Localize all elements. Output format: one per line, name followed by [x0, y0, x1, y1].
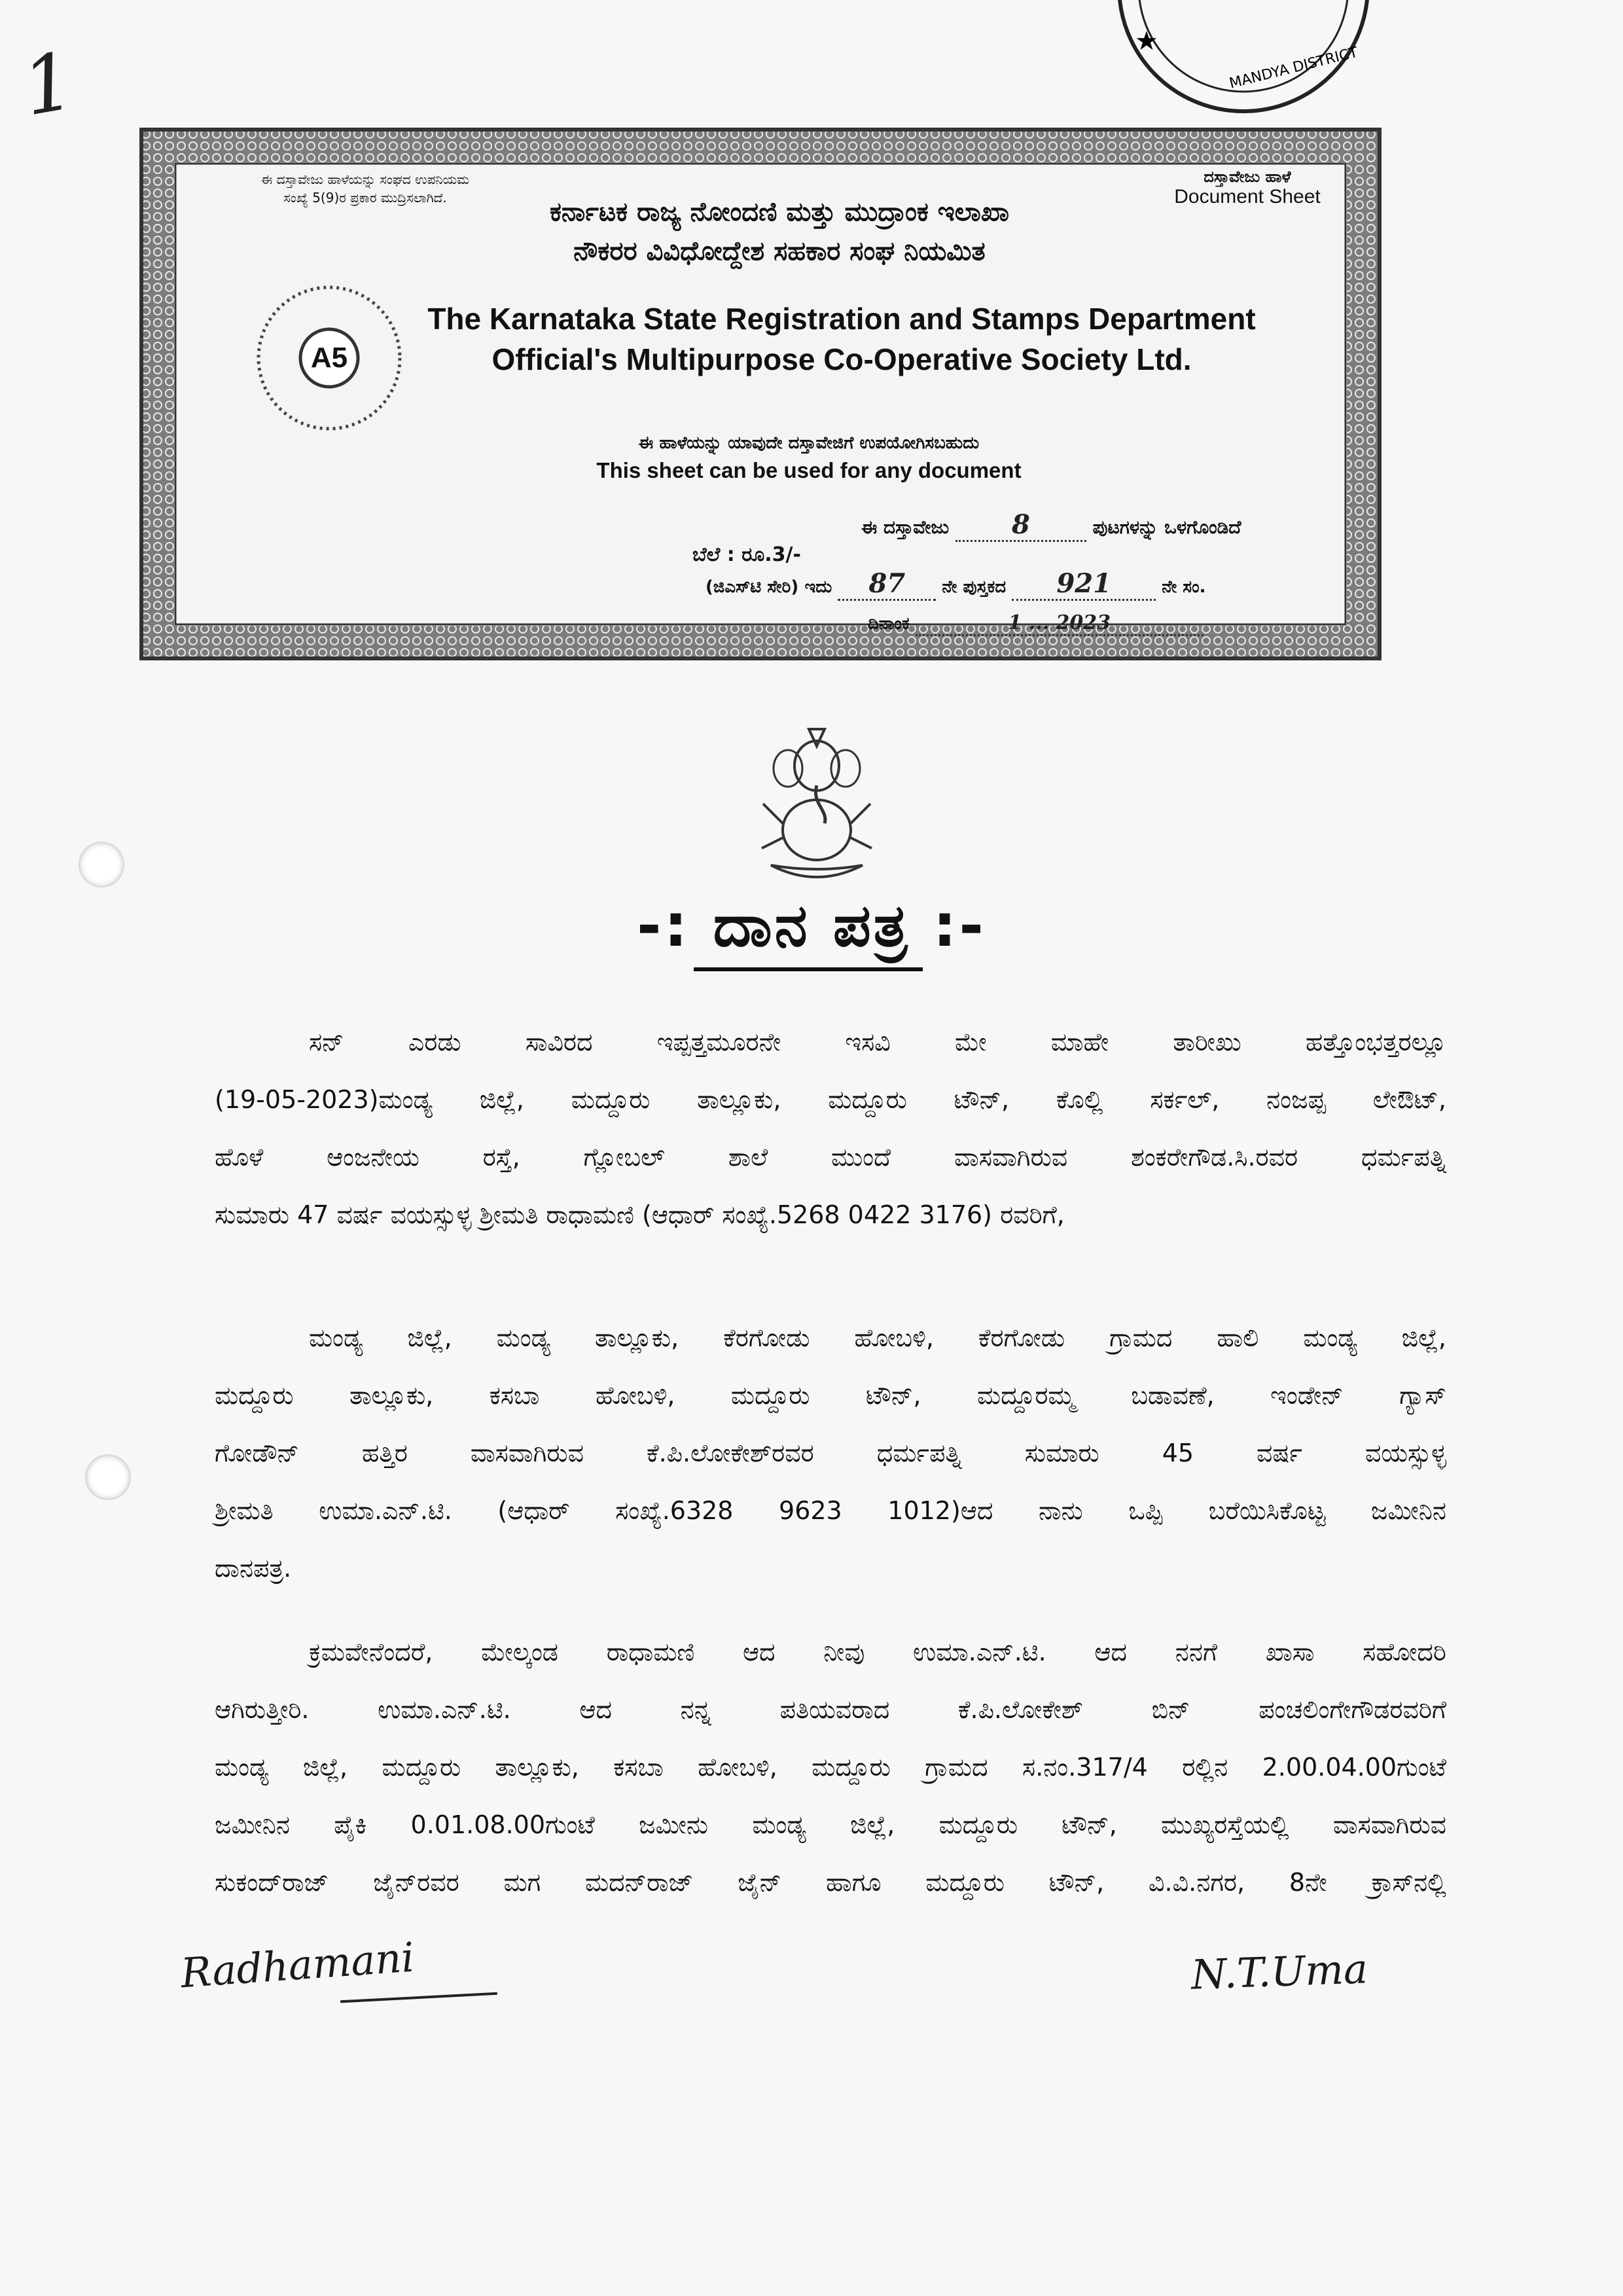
document-title: -: ದಾನ ಪತ್ರ :-: [637, 891, 986, 960]
seal-code: A5: [310, 342, 348, 374]
body-line: ಸುಮಾರು 47 ವರ್ಷ ವಯಸ್ಸುಳ್ಳ ಶ್ರೀಮತಿ ರಾಧಾಮಣಿ (ಆಧಾರ್ ಸಂಖ್ಯೆ.5268 0422 3176) ರವರಿಗೆ,: [215, 1200, 1065, 1229]
body-line: ಸುಕಂದ್‌ರಾಜ್ ಜೈನ್‌ರವರ ಮಗ ಮದನ್‌ರಾಜ್ ಜೈನ್ ಹಾಗೂ ಮದ್ದೂರು ಟೌನ್, ವಿ.ವಿ.ನಗರ, 8ನೇ ಕ್ರಾಸ್‌ನಲ್ಲಿ: [215, 1868, 1446, 1897]
pages-line: [861, 509, 1359, 542]
idu-label: ಇದು: [804, 577, 832, 597]
society-title-en: Official's Multipurpose Co-Operative Society Ltd.: [491, 342, 1192, 376]
body-line: (19-05-2023)ಮಂಡ್ಯ ಜಿಲ್ಲೆ, ಮದ್ದೂರು ತಾಲ್ಲೂಕು, ಮದ್ದೂರು ಟೌನ್, ಕೊಲ್ಲಿ ಸರ್ಕಲ್, ನಂಜಪ್ಪ ಲೇಔಟ್,: [215, 1085, 1446, 1114]
byelaw-note-line1: ಈ ದಸ್ತಾವೇಜು ಹಾಳೆಯನ್ನು ಸಂಘದ ಉಪನಿಯಮ: [260, 171, 470, 187]
signature-left-underline: [340, 1992, 497, 2003]
book-value: 921: [1012, 568, 1156, 601]
svg-text:★: ★: [1135, 26, 1158, 56]
body-line: ಹೊಳೆ ಆಂಜನೇಯ ರಸ್ತೆ, ಗ್ಲೋಬಲ್ ಶಾಲೆ ಮುಂದೆ ವಾಸವಾಗಿರುವ ಶಂಕರೇಗೌಡ.ಸಿ.ರವರ ಧರ್ಮಪತ್ನಿ: [215, 1143, 1446, 1172]
serial-line: [705, 568, 1360, 601]
pages-suffix: ಪುಟಗಳನ್ನು ಒಳಗೊಂಡಿದೆ: [1092, 516, 1241, 538]
document-sheet-label: [1149, 168, 1346, 208]
price: ಬೆಲೆ : ರೂ.3/-: [692, 543, 801, 566]
body-line: ಮಂಡ್ಯ ಜಿಲ್ಲೆ, ಮಂಡ್ಯ ತಾಲ್ಲೂಕು, ಕೆರಗೋಡು ಹೋಬಳಿ, ಕೆರಗೋಡು ಗ್ರಾಮದ ಹಾಲಿ ಮಂಡ್ಯ ಜಿಲ್ಲೆ,: [309, 1323, 1446, 1352]
idu-value: 87: [838, 568, 936, 601]
title-underline: [694, 967, 923, 971]
usage-note-kn: ಈ ಹಾಳೆಯನ್ನು ಯಾವುದೇ ದಸ್ತಾವೇಜಿಗೆ ಉಪಯೋಗಿಸಬಹುದು: [638, 433, 980, 453]
body-line: ಗೋಡೌನ್ ಹತ್ತಿರ ವಾಸವಾಗಿರುವ ಕೆ.ಪಿ.ಲೋಕೇಶ್‌ರವರ ಧರ್ಮಪತ್ನಿ ಸುಮಾರು 45 ವರ್ಷ ವಯಸ್ಸುಳ್ಳ: [215, 1439, 1446, 1467]
paragraph-recipient: [215, 1013, 1446, 1244]
paragraph-donor: [215, 1309, 1446, 1597]
body-line: ಜಮೀನಿನ ಪೈಕಿ 0.01.08.00ಗುಂಟೆ ಜಮೀನು ಮಂಡ್ಯ ಜಿಲ್ಲೆ, ಮದ್ದೂರು ಟೌನ್, ಮುಖ್ಯರಸ್ತೆಯಲ್ಲಿ ವಾಸವಾಗಿರುವ: [215, 1810, 1446, 1839]
document-sheet-label-en: Document Sheet: [1174, 186, 1321, 207]
body-line: ಮಂಡ್ಯ ಜಿಲ್ಲೆ, ಮದ್ದೂರು ತಾಲ್ಲೂಕು, ಕಸಬಾ ಹೋಬಳಿ, ಮದ್ದೂರು ಗ್ರಾಮದ ಸ.ನಂ.317/4 ರಲ್ಲಿನ 2.00.04.00ಗುಂಟೆ: [215, 1753, 1446, 1782]
body-line: ಸನ್ ಎರಡು ಸಾವಿರದ ಇಪ್ಪತ್ತಮೂರನೇ ಇಸವಿ ಮೇ ಮಾಹೇ ತಾರೀಖು ಹತ್ತೊಂಭತ್ತರಲ್ಲೂ: [309, 1028, 1446, 1056]
signature-left: Radhamani: [179, 1933, 416, 1998]
date-label: ದಿನಾಂಕ: [868, 614, 910, 634]
paragraph-details: [215, 1623, 1446, 1911]
pages-value: 8: [955, 509, 1086, 542]
body-line: ಕ್ರಮವೇನೆಂದರೆ, ಮೇಲ್ಕಂಡ ರಾಧಾಮಣಿ ಆದ ನೀವು ಉಮಾ.ಎನ್.ಟಿ. ಆದ ನನಗೆ ಖಾಸಾ ಸಹೋದರಿ: [309, 1638, 1446, 1666]
registration-seal-icon: [1106, 0, 1381, 131]
body-line: ಶ್ರೀಮತಿ ಉಮಾ.ಎನ್.ಟಿ. (ಆಧಾರ್ ಸಂಖ್ಯೆ.6328 9623 1012)ಆದ ನಾನು ಒಪ್ಪಿ ಬರೆಯಿಸಿಕೊಟ್ಟ ಜಮೀನಿನ: [215, 1496, 1446, 1525]
punch-hole: [85, 1454, 131, 1500]
book-label: ನೇ ಪುಸ್ತಕದ: [942, 577, 1007, 597]
punch-hole: [79, 842, 124, 888]
date-line: [868, 611, 1339, 636]
document-sheet-label-kn: ದಸ್ತಾವೇಜು ಹಾಳೆ: [1204, 168, 1291, 186]
gst-note: (ಜಿಎಸ್‌ಟಿ ಸೇರಿ): [705, 577, 799, 597]
body-line: ದಾನಪತ್ರ.: [215, 1554, 292, 1583]
department-title-en: The Karnataka State Registration and Stamps Department: [427, 302, 1256, 336]
svg-text:MANDYA DISTRICT: MANDYA DISTRICT: [1227, 44, 1360, 92]
society-seal: [254, 283, 404, 433]
page-number-mark: 1: [16, 35, 81, 134]
body-line: ಮದ್ದೂರು ತಾಲ್ಲೂಕು, ಕಸಬಾ ಹೋಬಳಿ, ಮದ್ದೂರು ಟೌನ್, ಮದ್ದೂರಮ್ಮ ಬಡಾವಣೆ, ಇಂಡೇನ್ ಗ್ಯಾಸ್: [215, 1381, 1446, 1410]
body-line: ಆಗಿರುತ್ತೀರಿ. ಉಮಾ.ಎನ್.ಟಿ. ಆದ ನನ್ನ ಪತಿಯವರಾದ ಕೆ.ಪಿ.ಲೋಕೇಶ್ ಬಿನ್ ಪಂಚಲಿಂಗೇಗೌಡರವರಿಗೆ: [215, 1695, 1446, 1724]
book-suffix: ನೇ ಸಂ.: [1162, 577, 1206, 597]
usage-note-en: This sheet can be used for any document: [596, 458, 1022, 482]
signature-right: N.T.Uma: [1190, 1945, 1369, 1999]
date-value: 1 ... 2023: [916, 611, 1204, 636]
society-title-kn: ನೌಕರರ ವಿವಿಧೋದ್ದೇಶ ಸಹಕಾರ ಸಂಘ ನಿಯಮಿತ: [573, 236, 986, 266]
deed-body: [215, 1013, 1446, 1911]
stamp-paper-frame: [128, 117, 1393, 672]
department-title-kn: ಕರ್ನಾಟಕ ರಾಜ್ಯ ನೋಂದಣಿ ಮತ್ತು ಮುದ್ರಾಂಕ ಇಲಾಖಾ: [549, 197, 1010, 227]
byelaw-note-line2: ಸಂಖ್ಯೆ 5(9)ರ ಪ್ರಕಾರ ಮುದ್ರಿಸಲಾಗಿದೆ.: [283, 190, 447, 206]
pages-label: ಈ ದಸ್ತಾವೇಜು: [861, 516, 950, 538]
ganesha-emblem-icon: [751, 725, 882, 882]
